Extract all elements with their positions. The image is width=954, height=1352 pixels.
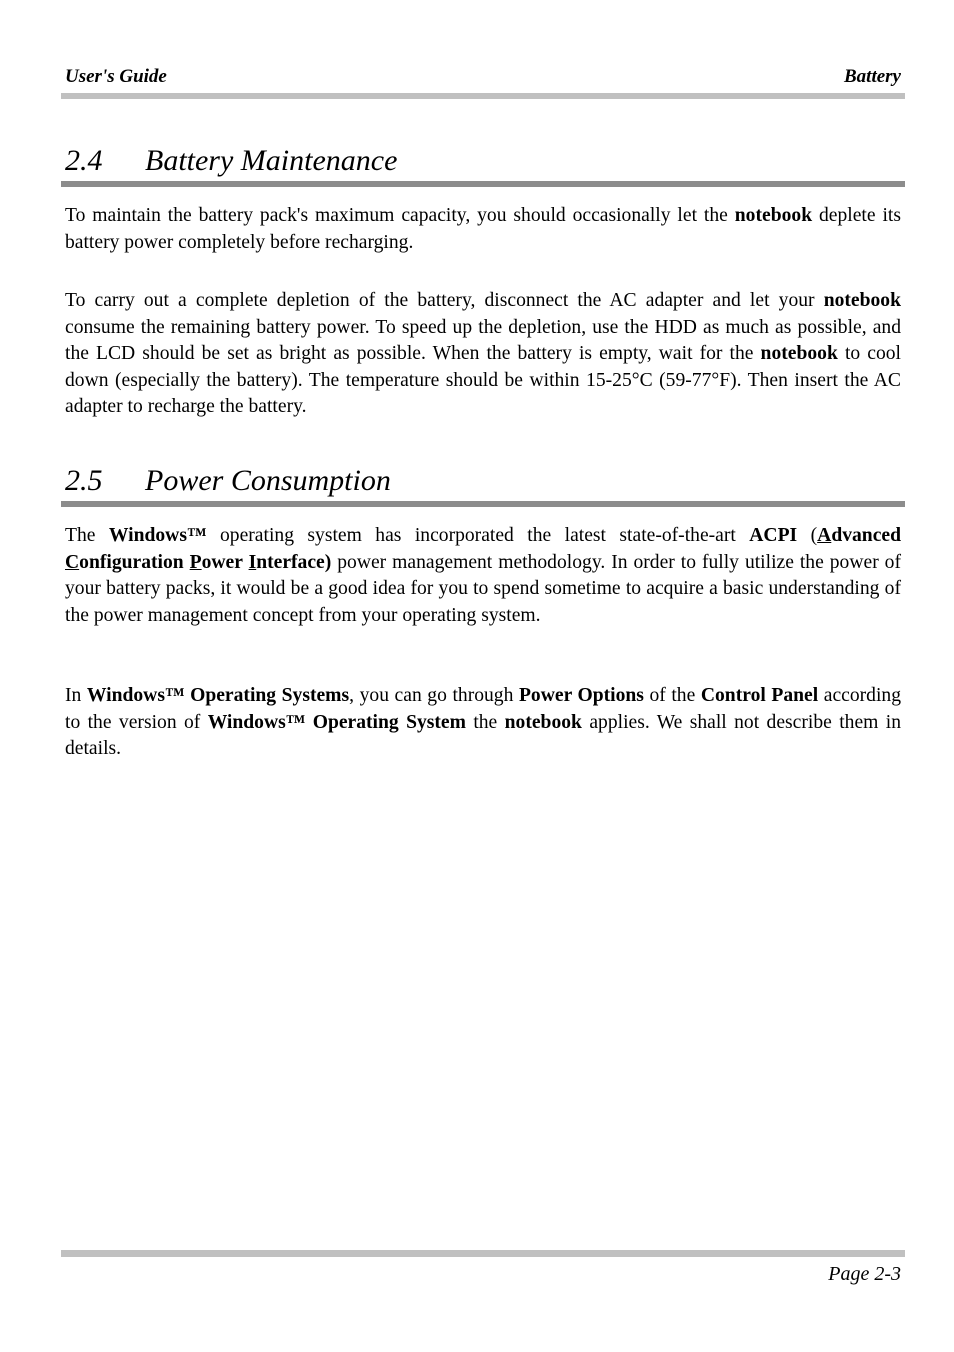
section-number: 2.5 <box>65 464 103 497</box>
section-2-4-heading <box>65 143 397 179</box>
section-number: 2.4 <box>65 144 103 177</box>
section-title: Power Consumption <box>145 464 391 497</box>
header-chapter-title: Battery <box>844 66 901 87</box>
section-title: Battery Maintenance <box>145 144 398 177</box>
header-rule <box>61 93 905 99</box>
section-2-5-rule <box>61 501 905 507</box>
section-2-5-heading <box>65 463 391 499</box>
battery-maintenance-paragraph-1: To maintain the battery pack's maximum capacity, you should occasionally let the notebook deplete its battery power completely before recharging. <box>65 205 901 253</box>
battery-maintenance-paragraph-2: To carry out a complete depletion of the battery, disconnect the AC adapter and let your notebook consume the remaining battery power. To speed up the depletion, use the HDD as much as possible, and the LCD should be set as bright as possible. When the battery is empty, wait for the notebook to cool down (especially the battery). The temperature should be within 15-25°C (59-77°F). Then insert the AC adapter to recharge the battery. <box>65 290 901 418</box>
header-guide-title: User's Guide <box>65 66 167 87</box>
power-consumption-paragraph-2: In Windows™ Operating Systems, you can go through Power Options of the Control Panel according to the version of Windows™ Operating System the notebook applies. We shall not describe them in details. <box>65 685 901 760</box>
section-2-4-rule <box>61 181 905 187</box>
page-header <box>65 66 901 90</box>
footer-rule <box>61 1250 905 1257</box>
power-consumption-paragraph-1: The Windows™ operating system has incorporated the latest state-of-the-art ACPI (Advanced Configuration Power Interface) power management methodology. In order to fully utilize the power of your battery packs, it would be a good idea for you to spend sometime to acquire a basic understanding of the power management concept from your operating system. <box>65 525 902 626</box>
page-number: Page 2-3 <box>828 1263 901 1285</box>
